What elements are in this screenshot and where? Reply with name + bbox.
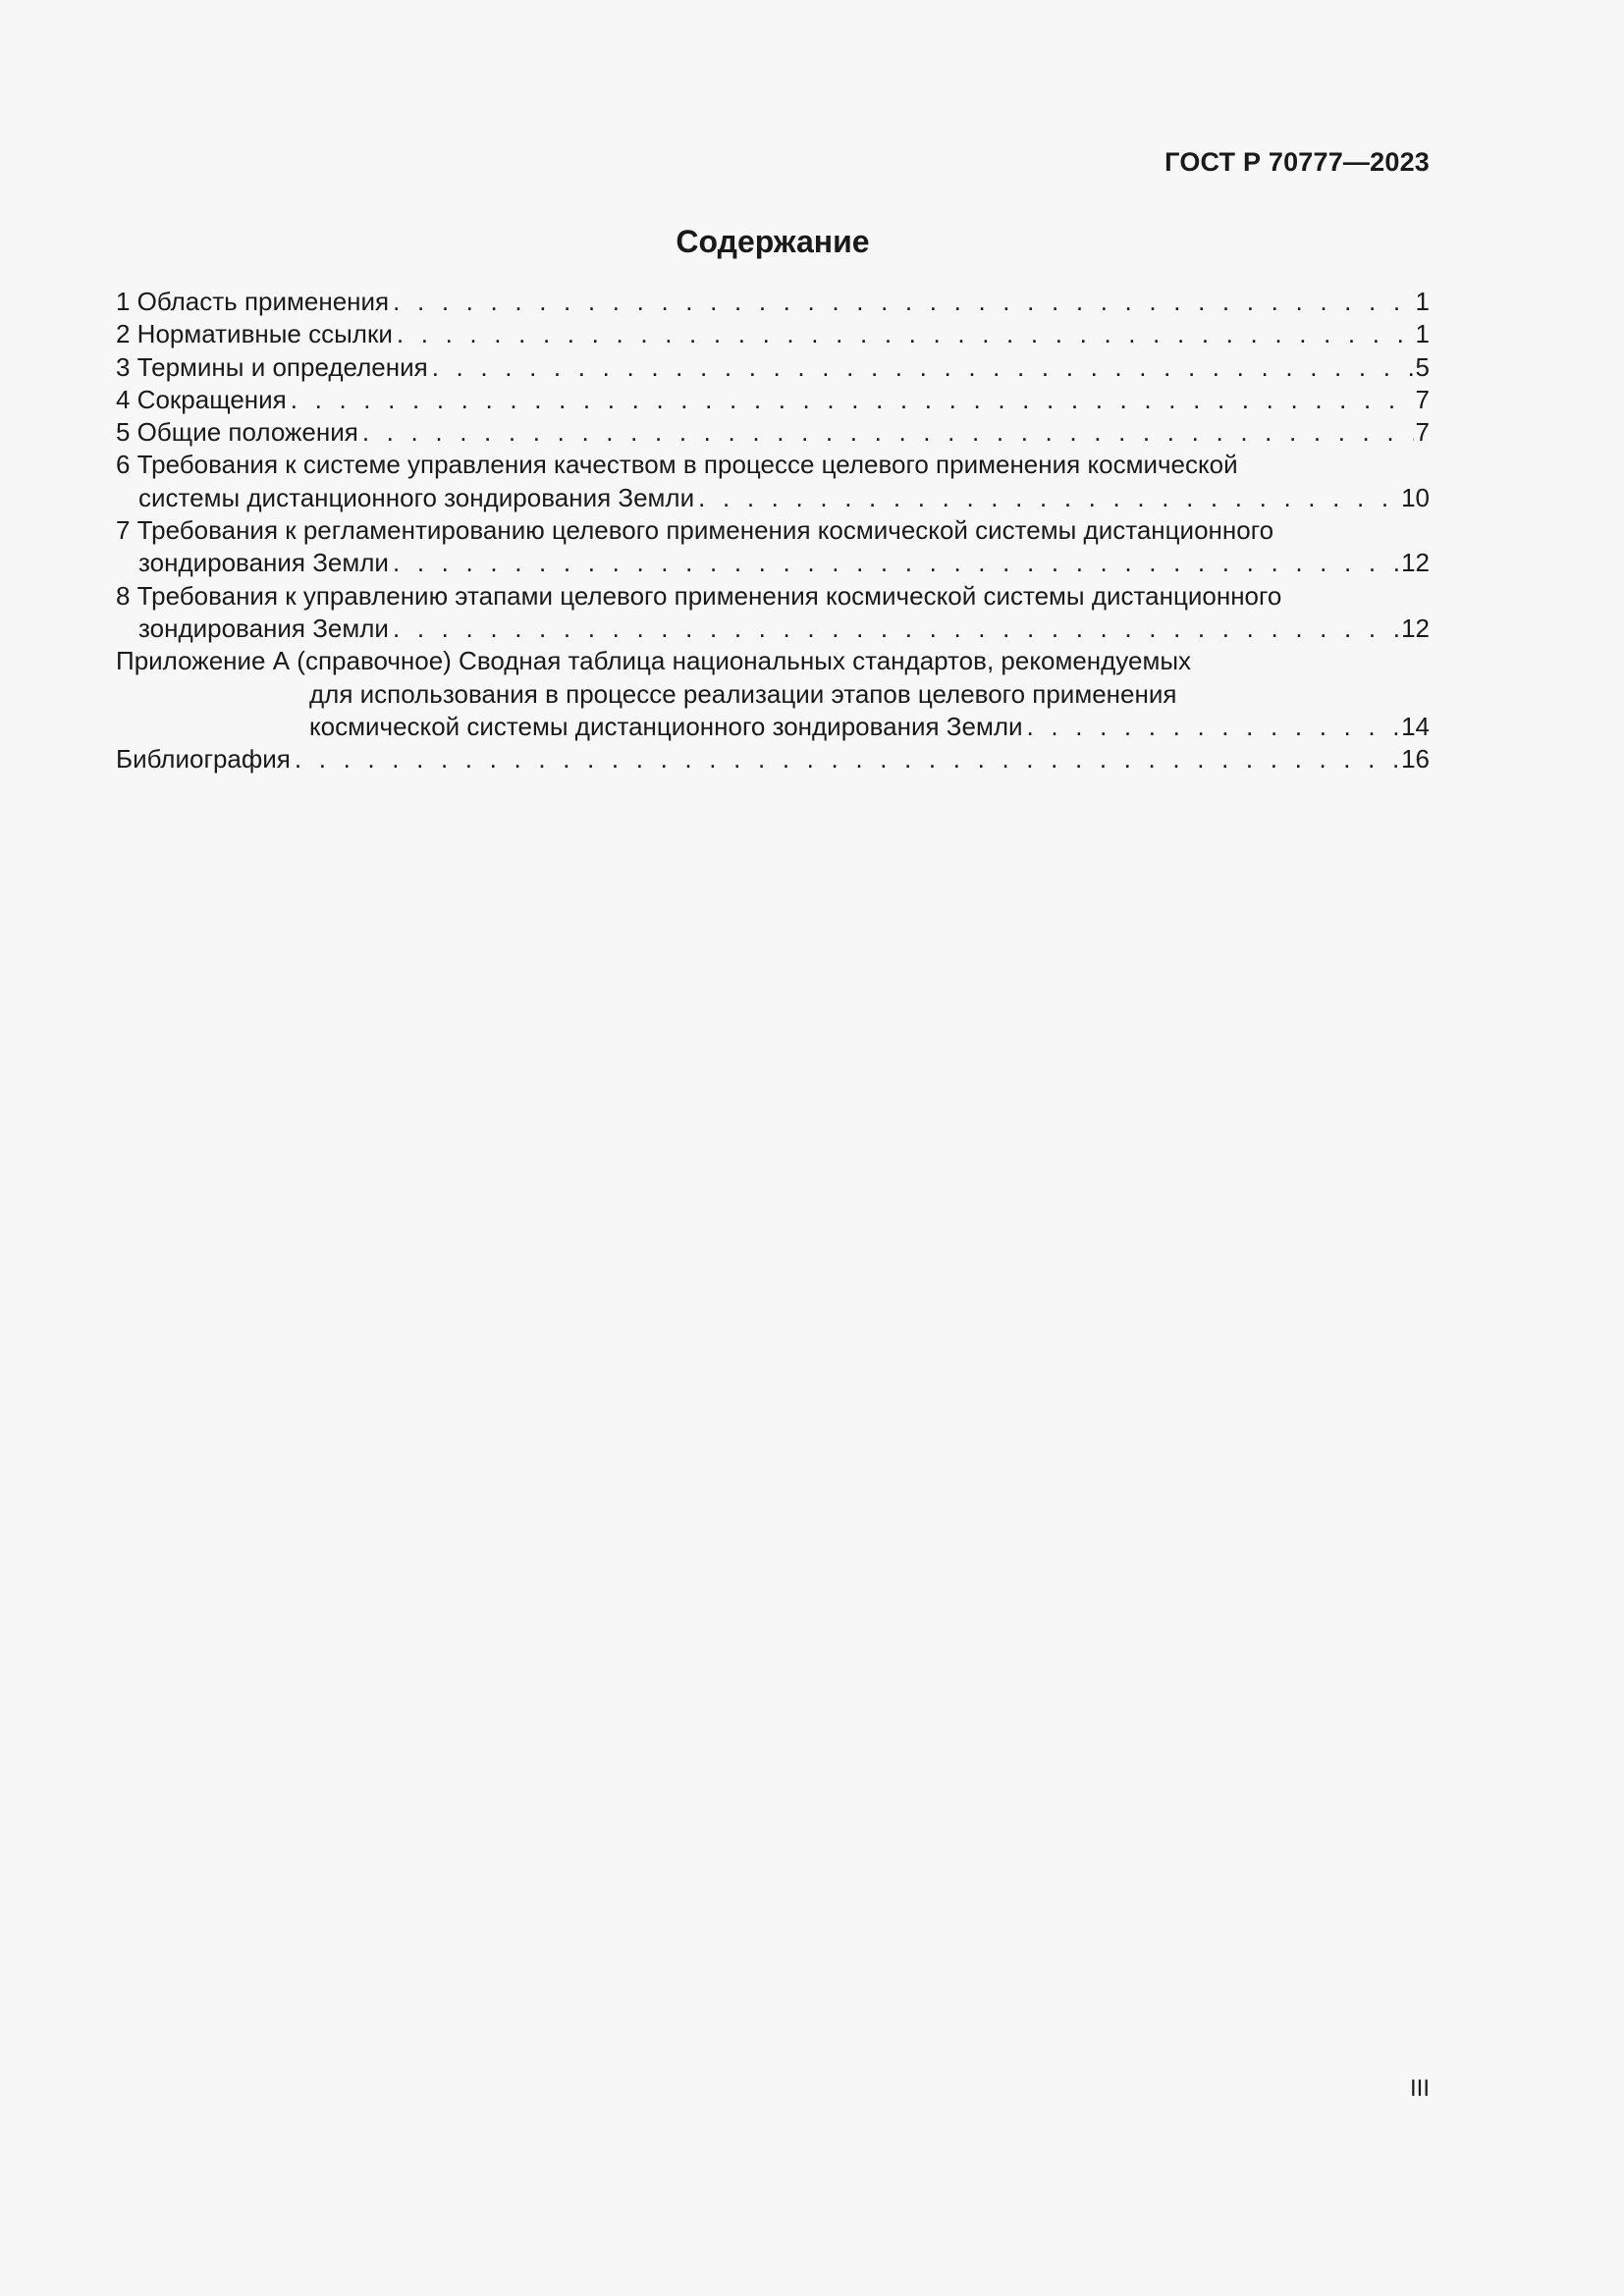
toc-entry-page: 12 [1401,613,1430,643]
toc-entry-8[interactable] [116,580,1430,646]
toc-entry-text-line1: 6 Требования к системе управления качеством в процессе целевого применения космической [116,450,1238,480]
toc-entry-page: 14 [1401,711,1430,741]
toc-entry-page: 7 [1415,417,1430,448]
toc-entry-text: 3 Термины и определения [116,351,428,382]
toc-entry-text-line1: 7 Требования к регламентированию целевого применения космической системы дистанционного [116,515,1274,546]
toc-entry-bibliography[interactable] [116,743,1430,775]
toc-entry-3[interactable] [116,351,1430,384]
toc-entry-appendix-a[interactable] [116,645,1430,743]
toc-entry-page: 16 [1401,744,1430,774]
document-code: ГОСТ Р 70777—2023 [1164,147,1430,177]
dot-leader [291,384,1414,416]
toc-entry-2[interactable] [116,318,1430,350]
toc-entry-page: 5 [1415,351,1430,382]
toc-entry-page: 10 [1401,482,1430,512]
toc-entry-text-line3: космической системы дистанционного зондирования Земли [309,711,1023,741]
page-number: III [1409,2075,1430,2102]
toc-entry-text: Библиография [116,744,291,774]
dot-leader [397,318,1414,350]
toc-entry-7[interactable] [116,514,1430,580]
dot-leader [1027,711,1400,743]
toc-entry-6[interactable] [116,449,1430,514]
toc-entry-4[interactable] [116,384,1430,416]
toc-entry-text-line2: зондирования Земли [138,548,389,578]
dot-leader [362,416,1414,449]
toc-entry-text: 2 Нормативные ссылки [116,319,393,349]
toc-entry-page: 12 [1401,548,1430,578]
dot-leader [393,286,1413,318]
toc-entry-text: 1 Область применения [116,287,390,316]
toc-entry-page: 1 [1415,287,1430,316]
toc-entry-text-line2: для использования в процессе реализации этапов целевого применения [309,678,1177,709]
toc-entry-text: 5 Общие положения [116,417,358,448]
toc-entry-page: 1 [1415,319,1430,349]
dot-leader [432,351,1414,384]
toc-entry-text-line1: 8 Требования к управлению этапами целевого применения космической системы дистанционного [116,580,1282,611]
dot-leader [295,743,1399,775]
table-of-contents [116,286,1430,775]
toc-title: Содержание [676,224,870,259]
toc-entry-text-line1: Приложение А (справочное) Сводная таблица национальных стандартов, рекомендуемых [116,646,1192,676]
toc-entry-text-line2: системы дистанционного зондирования Земли [138,482,695,512]
toc-entry-1[interactable] [116,286,1430,318]
toc-entry-5[interactable] [116,416,1430,449]
toc-entry-page: 7 [1415,384,1430,414]
dot-leader [698,482,1399,514]
toc-entry-text: 4 Сокращения [116,384,287,414]
dot-leader [393,613,1399,645]
dot-leader [393,547,1399,579]
toc-entry-text-line2: зондирования Земли [138,613,389,643]
